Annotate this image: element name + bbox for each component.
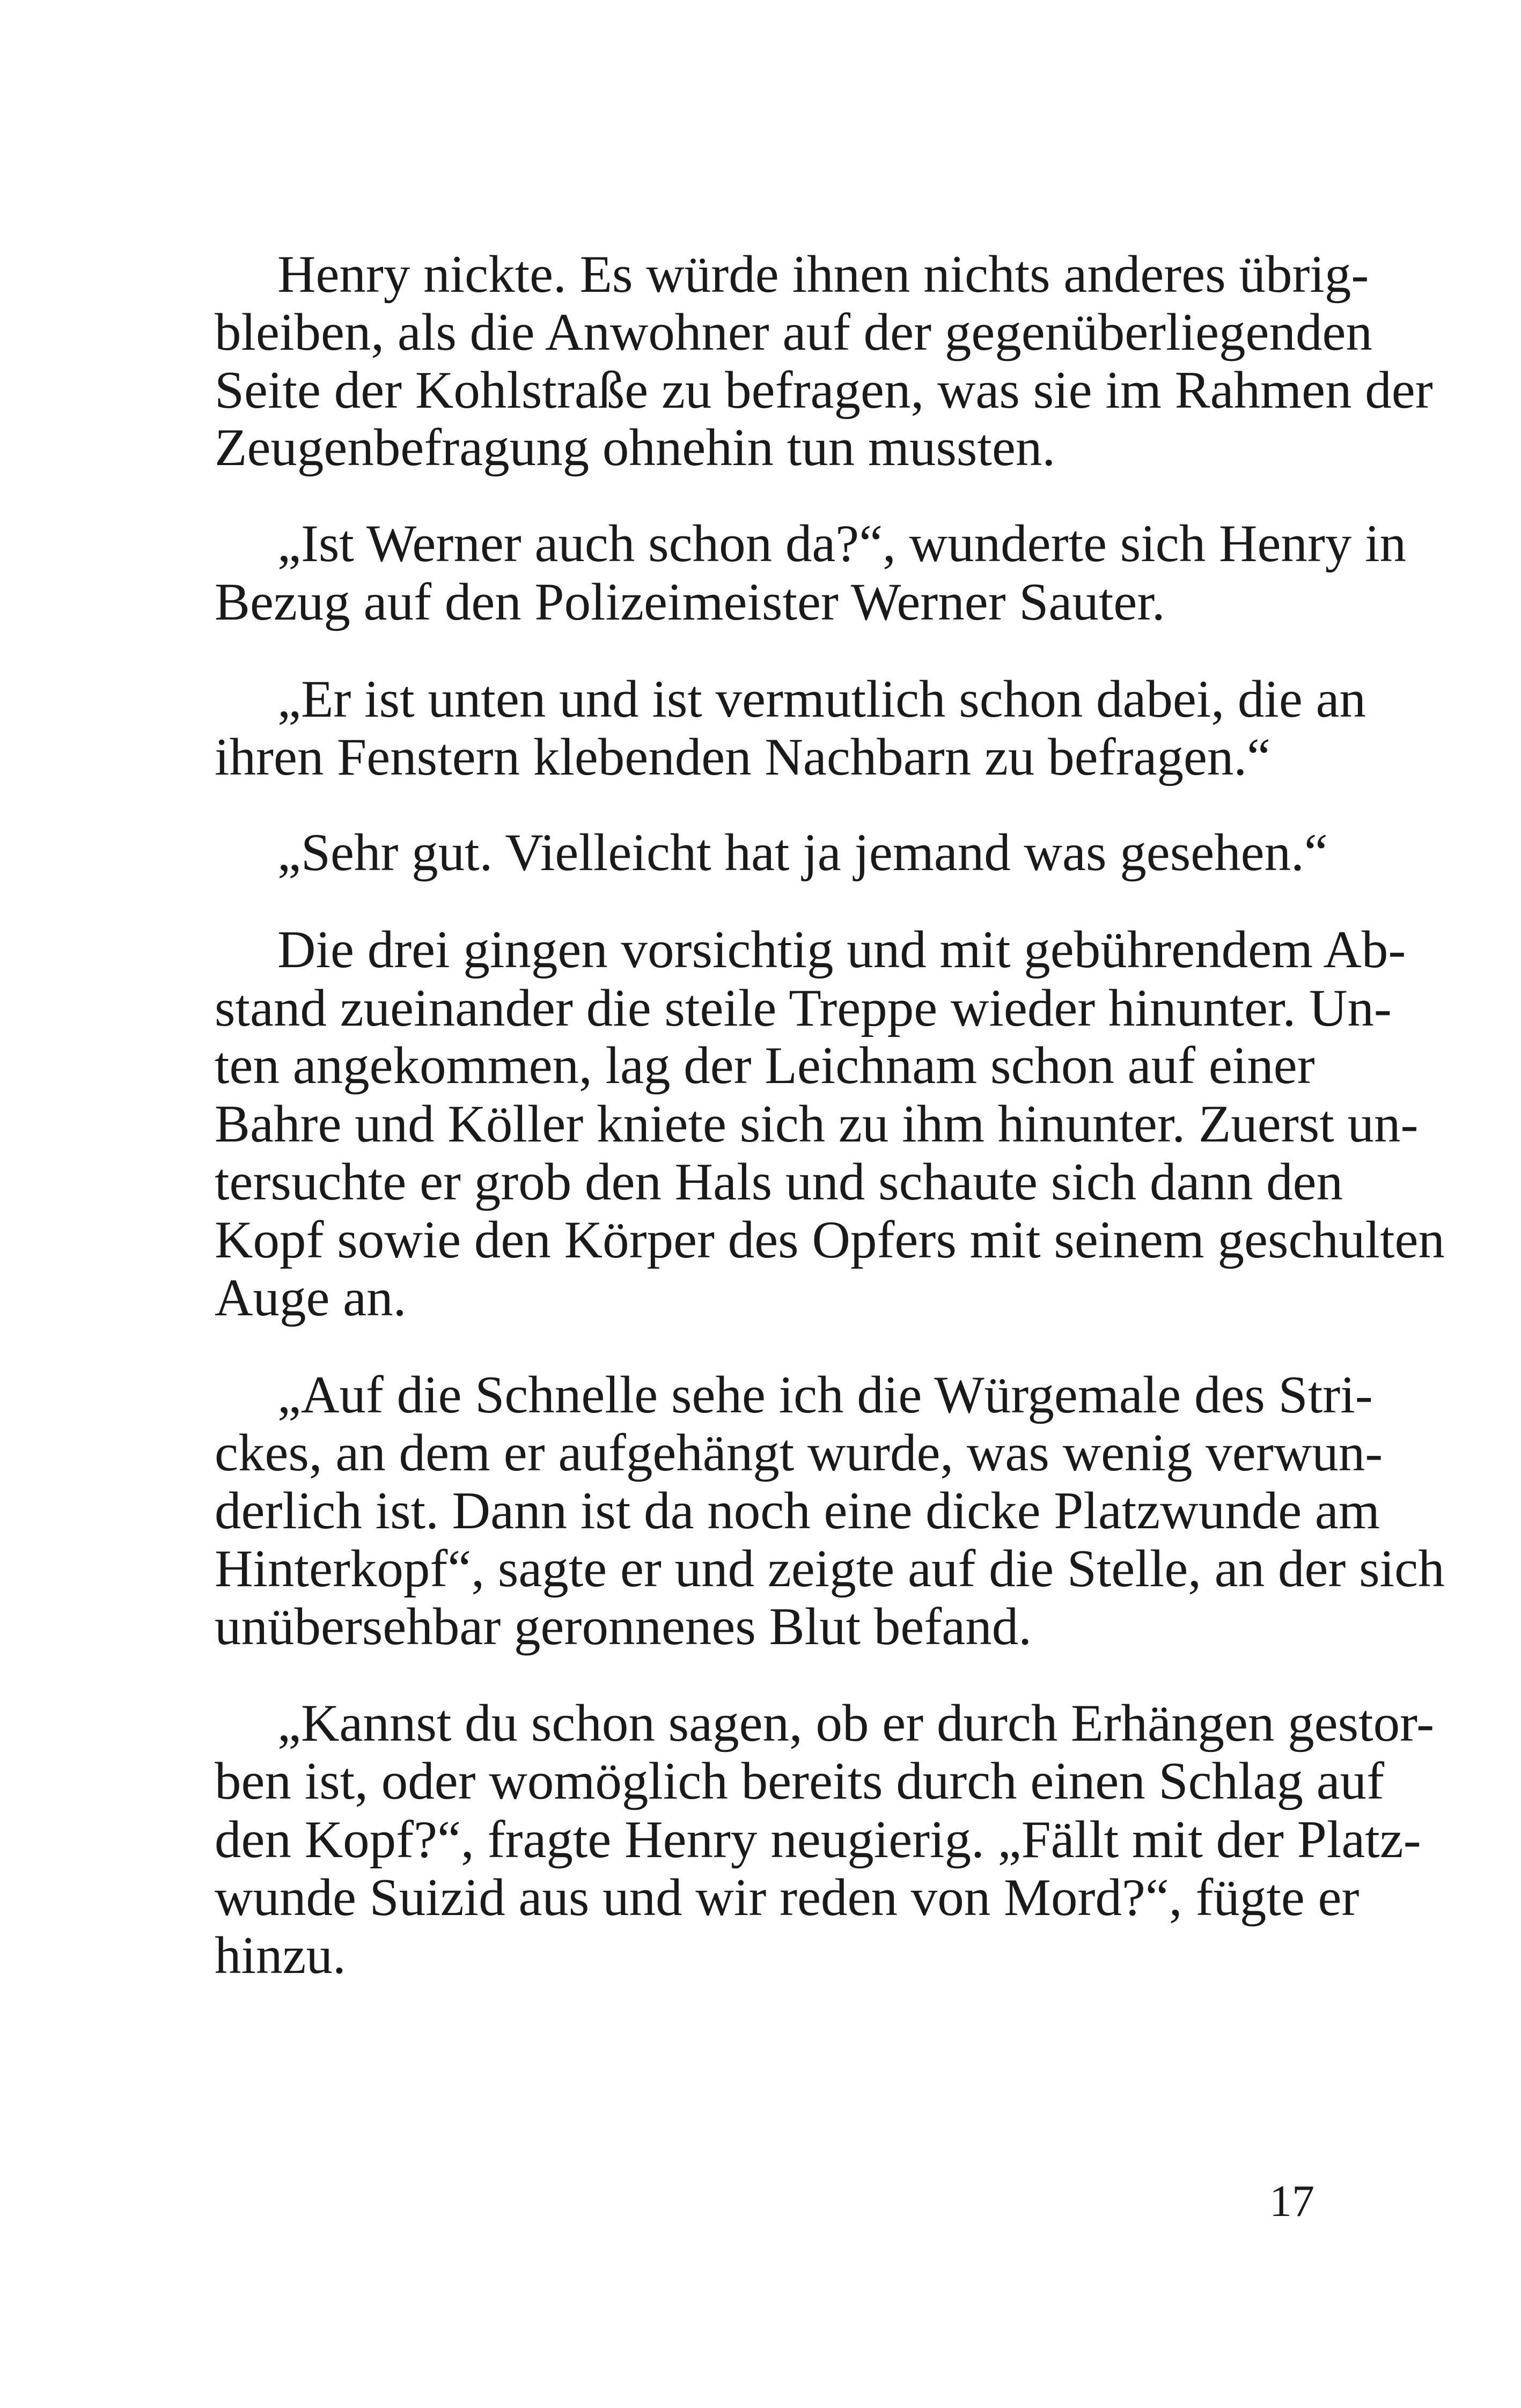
text-line: ten angekommen, lag der Leichnam schon auf einer	[215, 1036, 1315, 1095]
text-line: „Kannst du schon sagen, ob er durch Erhängen gestor-	[277, 1694, 1435, 1752]
text-line: Hinterkopf“, sagte er und zeigte auf die Stelle, an der sich	[215, 1540, 1445, 1598]
text-line: Die drei gingen vorsichtig und mit gebührendem Ab-	[277, 921, 1406, 979]
text-line: derlich ist. Dann ist da noch eine dicke Platzwunde am	[215, 1482, 1380, 1540]
text-line: Bahre und Köller kniete sich zu ihm hinunter. Zuerst un-	[215, 1095, 1419, 1153]
text-line: Auge an.	[215, 1269, 407, 1327]
text-line: Kopf sowie den Körper des Opfers mit seinem geschulten	[215, 1211, 1445, 1269]
text-line: unübersehbar geronnenes Blut befand.	[215, 1597, 1032, 1656]
text-line: Bezug auf den Polizeimeister Werner Sauter.	[215, 573, 1165, 631]
text-line: tersuchte er grob den Hals und schaute sich dann den	[215, 1153, 1343, 1211]
text-line: Seite der Kohlstraße zu befragen, was sie im Rahmen der	[215, 361, 1433, 419]
text-line: „Sehr gut. Vielleicht hat ja jemand was gesehen.“	[277, 823, 1328, 882]
text-line: ihren Fenstern klebenden Nachbarn zu befragen.“	[215, 728, 1271, 786]
text-line: ben ist, oder womöglich bereits durch einen Schlag auf	[215, 1752, 1385, 1810]
text-line: bleiben, als die Anwohner auf der gegenüberliegenden	[215, 303, 1372, 362]
text-line: wunde Suizid aus und wir reden von Mord?“, fügte er	[215, 1868, 1360, 1927]
text-line: stand zueinander die steile Treppe wieder hinunter. Un-	[215, 979, 1392, 1037]
text-line: Henry nickte. Es würde ihnen nichts anderes übrig-	[277, 245, 1369, 304]
text-line: Zeugenbefragung ohnehin tun mussten.	[215, 418, 1056, 477]
text-line: „Er ist unten und ist vermutlich schon dabei, die an	[277, 670, 1366, 728]
page-number: 17	[1269, 2176, 1314, 2226]
text-line: ckes, an dem er aufgehängt wurde, was wenig verwun-	[215, 1424, 1383, 1482]
text-line: „Ist Werner auch schon da?“, wunderte sich Henry in	[277, 514, 1407, 573]
text-line: „Auf die Schnelle sehe ich die Würgemale des Stri-	[277, 1366, 1373, 1424]
text-line: den Kopf?“, fragte Henry neugierig. „Fällt mit der Platz-	[215, 1810, 1421, 1869]
text-line: hinzu.	[215, 1926, 346, 1985]
